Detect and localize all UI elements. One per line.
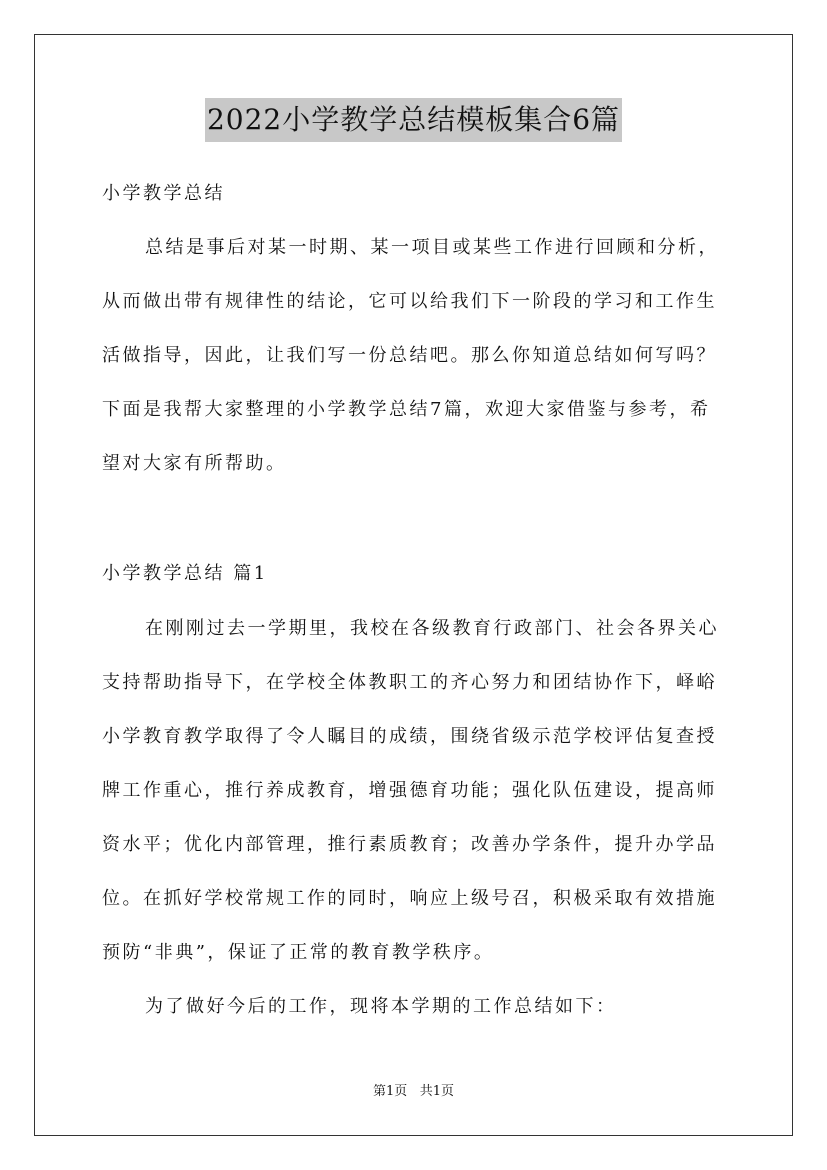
- section-heading: 小学教学总结 篇1: [102, 563, 268, 584]
- document-title: 2022小学教学总结模板集合6篇: [205, 98, 622, 142]
- intro-line: 活做指导，因此，让我们写一份总结吧。那么你知道总结如何写吗？: [102, 345, 717, 366]
- page-footer: [0, 1083, 827, 1101]
- section-line: 在刚刚过去一学期里，我校在各级教育行政部门、社会各界关心: [145, 618, 719, 639]
- section-line: 支持帮助指导下，在学校全体教职工的齐心努力和团结协作下，峄峪: [102, 672, 717, 693]
- title-container: [0, 98, 827, 142]
- section-line: 小学教育教学取得了令人瞩目的成绩，围绕省级示范学校评估复查授: [102, 726, 717, 747]
- intro-line: 下面是我帮大家整理的小学教学总结7篇，欢迎大家借鉴与参考，希: [102, 399, 711, 420]
- section-line: 位。在抓好学校常规工作的同时，响应上级号召，积极采取有效措施: [102, 888, 717, 909]
- section-line: 牌工作重心，推行养成教育，增强德育功能；强化队伍建设，提高师: [102, 780, 717, 801]
- intro-line: 总结是事后对某一时期、某一项目或某些工作进行回顾和分析，: [145, 237, 719, 258]
- page-total: 共1页: [419, 1084, 454, 1099]
- section-line: 资水平；优化内部管理，推行素质教育；改善办学条件，提升办学品: [102, 834, 717, 855]
- section-closing: 为了做好今后的工作，现将本学期的工作总结如下：: [145, 996, 617, 1017]
- intro-line: 从而做出带有规律性的结论，它可以给我们下一阶段的学习和工作生: [102, 291, 717, 312]
- intro-heading: 小学教学总结: [102, 183, 225, 204]
- page-number: 第1页: [373, 1084, 408, 1099]
- section-line: 预防“非典”，保证了正常的教育教学秩序。: [102, 942, 495, 963]
- intro-line: 望对大家有所帮助。: [102, 453, 287, 474]
